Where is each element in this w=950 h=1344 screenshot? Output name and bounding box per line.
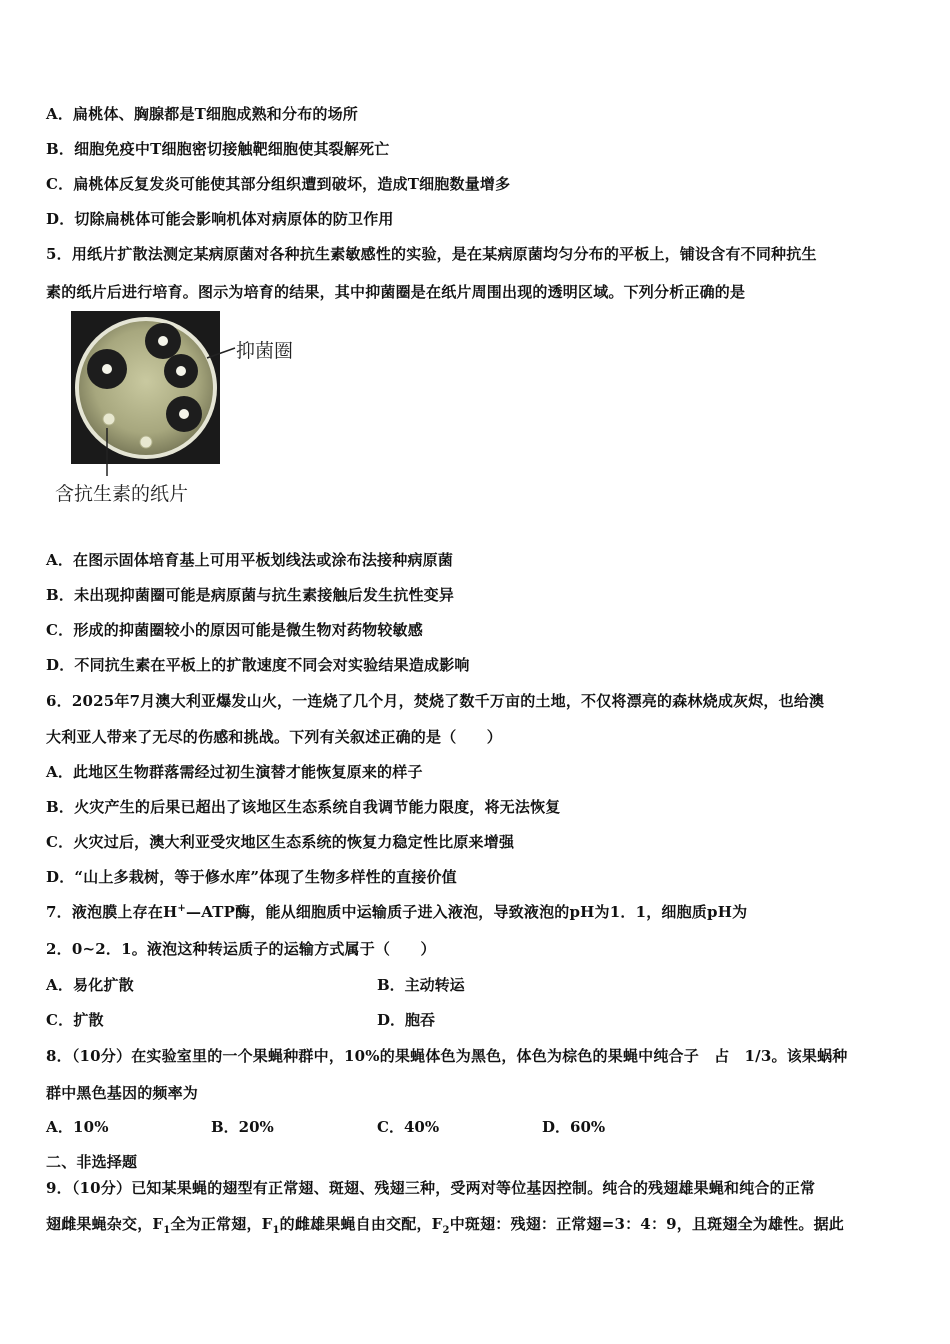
question-9-text: 中斑翅：残翅：正常翅=3：4：9，且斑翅全为雄性。据此 — [449, 1215, 844, 1233]
question-4-option-b: B．细胞免疫中T细胞密切接触靶细胞使其裂解死亡 — [46, 140, 390, 158]
question-8-option-b: B．20% — [211, 1118, 274, 1136]
question-9-text: 翅雌果蝇杂交，F — [46, 1215, 164, 1233]
question-7-option-b: B．主动转运 — [377, 976, 465, 994]
question-9-stem-line2 — [46, 1213, 844, 1236]
petri-dish-figure — [55, 308, 325, 508]
question-6-stem-line1: 6．2025年7月澳大利亚爆发山火，一连烧了几个月，焚烧了数千万亩的土地，不仅将漂亮的森林烧成灰烬，也给澳 — [46, 692, 825, 710]
question-6-stem-line2: 大利亚人带来了无尽的伤感和挑战。下列有关叙述正确的是（ ） — [46, 728, 503, 746]
question-4-option-d: D．切除扁桃体可能会影响机体对病原体的防卫作用 — [46, 210, 394, 228]
question-8-option-d: D．60% — [542, 1118, 606, 1136]
question-7-text: 7．液泡膜上存在H — [46, 903, 178, 921]
question-8-option-a: A．10% — [46, 1118, 109, 1136]
question-5-option-d: D．不同抗生素在平板上的扩散速度不同会对实验结果造成影响 — [46, 656, 470, 674]
question-4-option-a: A．扁桃体、胸腺都是T细胞成熟和分布的场所 — [46, 105, 359, 123]
question-8-stem-line2: 群中黑色基因的频率为 — [46, 1084, 199, 1102]
question-7-option-a: A．易化扩散 — [46, 976, 134, 994]
question-7-option-d: D．胞吞 — [377, 1011, 436, 1029]
question-7-stem-line2: 2．0~2．1。液泡这种转运质子的运输方式属于（ ） — [46, 940, 436, 958]
question-5-option-a: A．在图示固体培育基上可用平板划线法或涂布法接种病原菌 — [46, 551, 454, 569]
question-5-stem-line2: 素的纸片后进行培育。图示为培育的结果，其中抑菌圈是在纸片周围出现的透明区域。下列分析正确的是 — [46, 283, 746, 301]
question-8-option-c: C．40% — [377, 1118, 440, 1136]
question-9-stem-line1: 9．（10分）已知某果蝇的翅型有正常翅、斑翅、残翅三种，受两对等位基因控制。纯合的残翅雄果蝇和纯合的正常 — [46, 1179, 816, 1197]
generation-subscript: 2 — [442, 1225, 450, 1236]
generation-subscript: 1 — [163, 1225, 171, 1236]
antibiotic-paper-label: 含抗生素的纸片 — [55, 483, 189, 505]
question-6-option-a: A．此地区生物群落需经过初生演替才能恢复原来的样子 — [46, 763, 423, 781]
question-8-stem-line1: 8．（10分）在实验室里的一个果蝇种群中，10%的果蝇体色为黑色，体色为棕色的果蝇中纯合子 占 1/3。该果蜗种 — [46, 1047, 848, 1065]
section-heading: 二、非选择题 — [46, 1153, 138, 1171]
question-6-option-c: C．火灾过后，澳大利亚受灾地区生态系统的恢复力稳定性比原来增强 — [46, 833, 515, 851]
question-6-option-d: D．“山上多栽树，等于修水库”体现了生物多样性的直接价值 — [46, 868, 457, 886]
question-6-option-b: B．火灾产生的后果已超出了该地区生态系统自我调节能力限度，将无法恢复 — [46, 798, 561, 816]
inhibition-zone-label: 抑菌圈 — [236, 340, 294, 362]
question-7-text: —ATP酶，能从细胞质中运输质子进入液泡，导致液泡的pH为1．1，细胞质pH为 — [186, 903, 748, 921]
question-7-stem-line1 — [46, 901, 747, 922]
proton-charge: + — [177, 903, 187, 914]
question-4-option-c: C．扁桃体反复发炎可能使其部分组织遭到破坏，造成T细胞数量增多 — [46, 175, 511, 193]
question-7-option-c: C．扩散 — [46, 1011, 104, 1029]
leader-line-zone — [207, 348, 235, 358]
question-5-option-c: C．形成的抑菌圈较小的原因可能是微生物对药物较敏感 — [46, 621, 423, 639]
generation-subscript: 1 — [272, 1225, 280, 1236]
question-9-text: 的雌雄果蝇自由交配，F — [279, 1215, 443, 1233]
question-9-text: 全为正常翅，F — [170, 1215, 273, 1233]
question-5-stem-line1: 5．用纸片扩散法测定某病原菌对各种抗生素敏感性的实验，是在某病原菌均匀分布的平板上，铺设含有不同种抗生 — [46, 245, 817, 263]
question-5-option-b: B．未出现抑菌圈可能是病原菌与抗生素接触后发生抗性变异 — [46, 586, 455, 604]
